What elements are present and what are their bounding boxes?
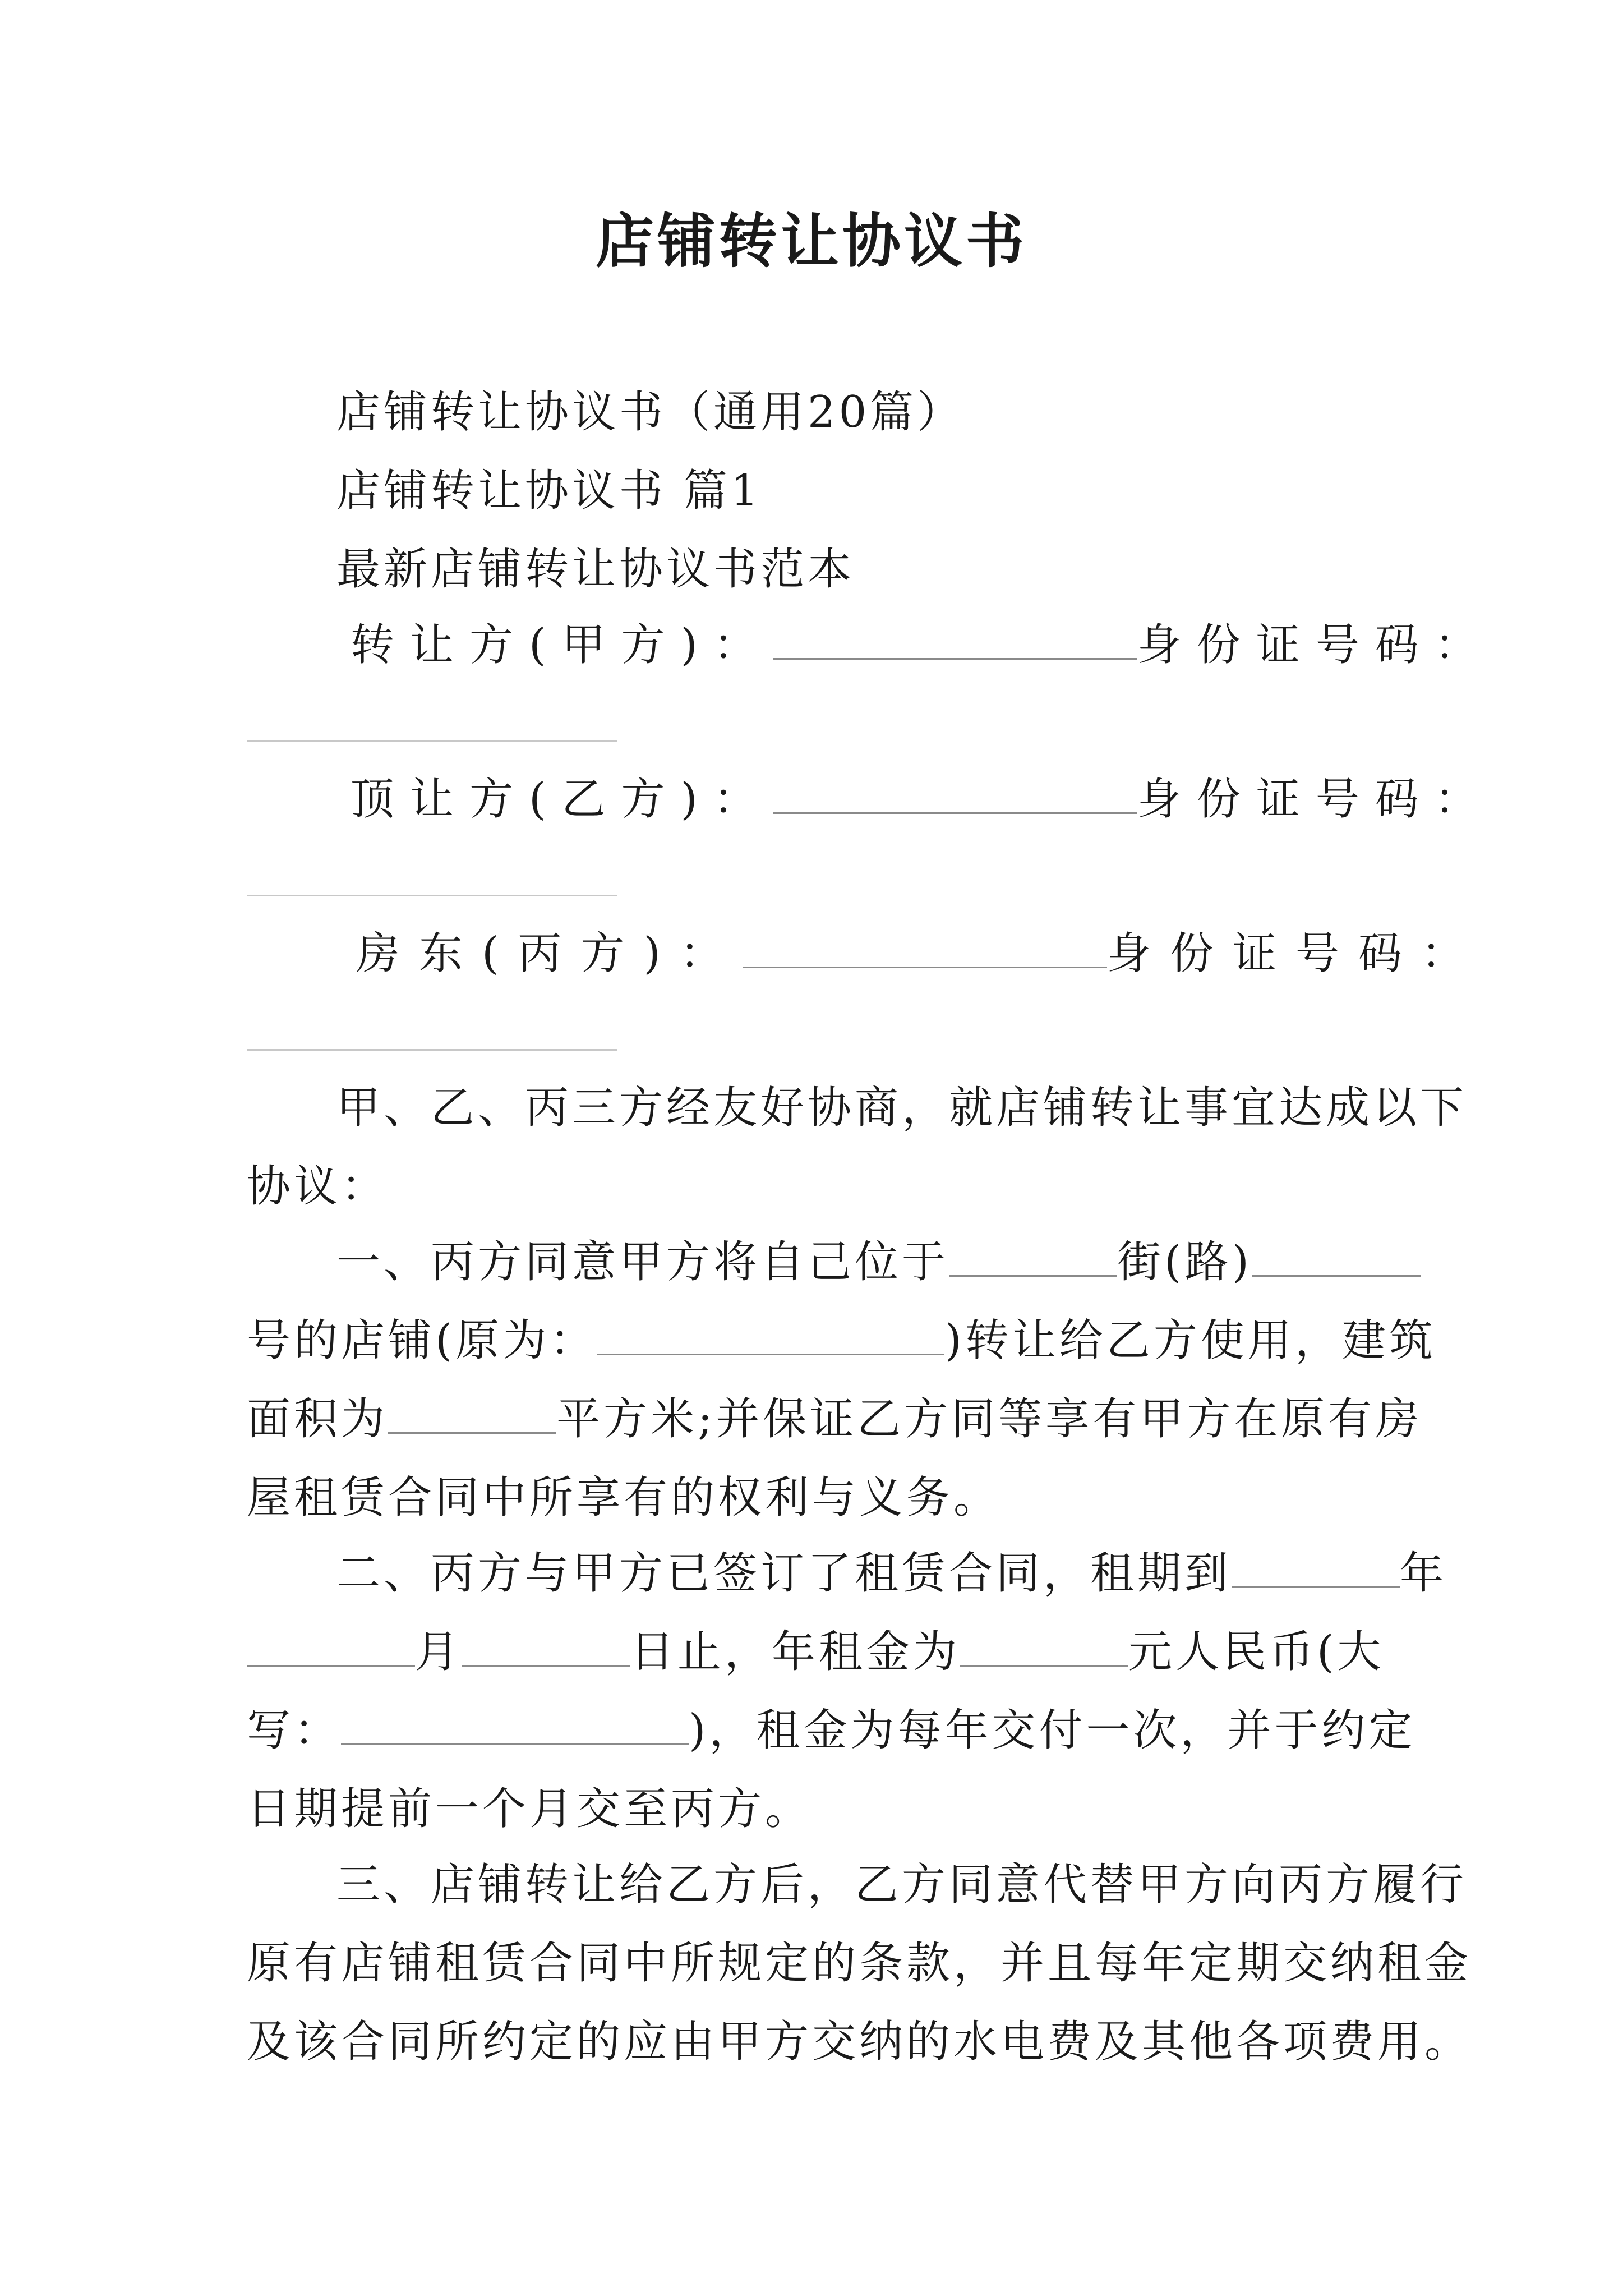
clause1-text-a: 一、丙方同意甲方将自己位于 [336, 1237, 949, 1287]
template-name: 最新店铺转让协议书范本 [336, 544, 855, 595]
transferor-name-blank [773, 621, 1137, 660]
landlord-label: 房东(丙方)： [356, 928, 743, 979]
intro-line-2: 协议： [247, 1161, 389, 1212]
clause1-text-e: 面积为 [247, 1394, 389, 1444]
clause1-line-4: 屋租赁合同中所享有的权利与义务。 [247, 1473, 1001, 1523]
clause3-line-1: 三、店铺转让给乙方后，乙方同意代替甲方向丙方履行 [336, 1860, 1468, 1910]
clause2-text-a: 二、丙方与甲方已签订了租赁合同，租期到 [336, 1548, 1232, 1599]
clause1-line-2 [247, 1310, 1436, 1372]
landlord-name-blank [743, 930, 1107, 968]
landlord-id-blank [247, 1049, 617, 1051]
clause2-line-2 [247, 1621, 1384, 1683]
landlord-row [356, 923, 1484, 984]
clause3-line-2: 原有店铺租赁合同中所规定的条款，并且每年定期交纳租金 [247, 1938, 1472, 1989]
lease-month-blank [247, 1628, 415, 1667]
clause2-text-g: )，租金为每年交付一次，并于约定 [689, 1705, 1416, 1756]
transferee-label: 顶让方(乙方)： [351, 774, 773, 825]
transferee-row [351, 769, 1494, 830]
transferor-row [351, 614, 1494, 676]
transferee-name-blank [773, 775, 1137, 814]
original-use-blank [597, 1317, 944, 1355]
clause2-text-c: 月 [415, 1627, 463, 1677]
clause2-text-d: 日止，年租金为 [630, 1627, 961, 1677]
area-blank [388, 1395, 556, 1434]
clause2-text-e: 元人民币(大 [1128, 1627, 1385, 1677]
clause2-line-4: 日期提前一个月交至丙方。 [247, 1784, 813, 1834]
clause1-text-d: )转让给乙方使用，建筑 [944, 1315, 1436, 1366]
transferee-id-blank [247, 895, 617, 896]
clause3-line-3: 及该合同所约定的应由甲方交纳的水电费及其他各项费用。 [247, 2017, 1472, 2067]
chapter-heading: 店铺转让协议书 篇1 [336, 466, 762, 516]
clause1-line-1 [336, 1231, 1421, 1293]
landlord-id-label: 身份证号码： [1106, 928, 1484, 979]
lease-day-blank [462, 1628, 630, 1667]
rent-in-words-blank [341, 1706, 689, 1745]
clause1-text-b: 街(路) [1117, 1237, 1252, 1287]
intro-line-1: 甲、乙、丙三方经友好协商，就店铺转让事宜达成以下 [336, 1083, 1468, 1133]
clause2-text-b: 年 [1400, 1548, 1447, 1599]
transferor-label: 转让方(甲方)： [351, 620, 773, 670]
clause2-line-3 [247, 1700, 1415, 1761]
clause2-text-f: 写： [247, 1705, 342, 1756]
annual-rent-blank [960, 1628, 1128, 1667]
document-title: 店铺转让协议书 [595, 206, 1027, 275]
number-blank [1252, 1238, 1421, 1277]
transferee-id-label: 身份证号码： [1137, 774, 1494, 825]
clause1-text-f: 平方米;并保证乙方同等享有甲方在原有房 [556, 1394, 1423, 1444]
transferor-id-label: 身份证号码： [1137, 620, 1494, 670]
subtitle: 店铺转让协议书（通用20篇） [336, 387, 965, 438]
transferor-id-blank [247, 740, 617, 742]
clause2-line-1 [336, 1543, 1447, 1604]
clause1-text-c: 号的店铺(原为： [247, 1315, 597, 1366]
street-blank [949, 1238, 1117, 1277]
lease-year-blank [1232, 1549, 1400, 1588]
clause1-line-3 [247, 1388, 1422, 1450]
